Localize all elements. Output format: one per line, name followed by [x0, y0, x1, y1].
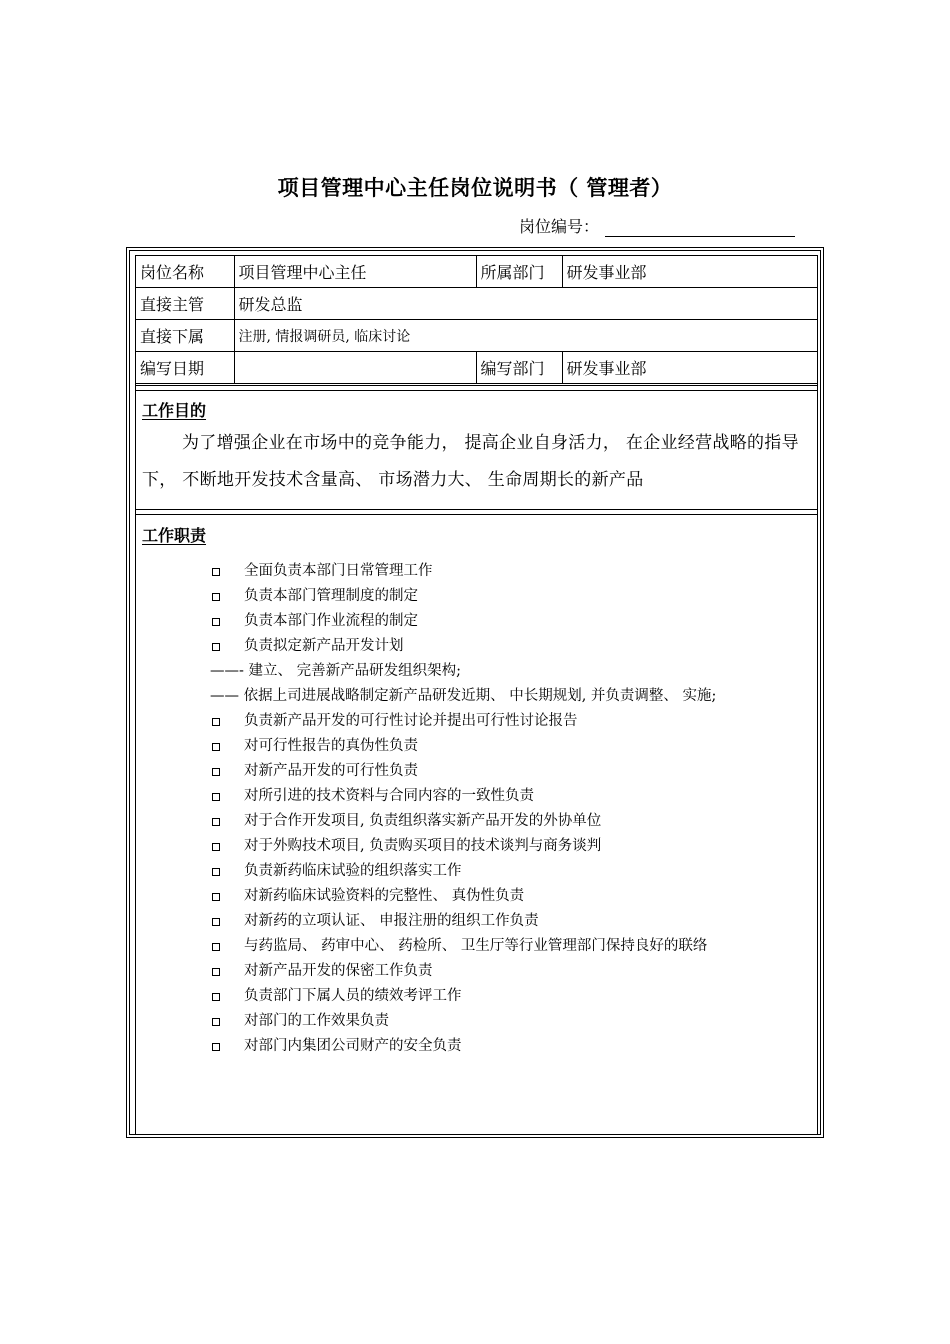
checkbox-square-icon — [212, 818, 220, 826]
label-write-department: 编写部门 — [476, 352, 562, 384]
duty-text: —— 依据上司进展战略制定新产品研发近期、 中长期规划, 并负责调整、 实施; — [210, 688, 717, 704]
duty-item — [210, 834, 716, 859]
duty-text: 负责拟定新产品开发计划 — [244, 638, 404, 654]
info-row-subordinates — [136, 320, 817, 352]
duty-item — [210, 584, 716, 609]
checkbox-square-icon — [212, 743, 220, 751]
info-row-supervisor — [136, 288, 817, 320]
duty-text: 对新产品开发的保密工作负责 — [244, 963, 433, 979]
info-table — [136, 256, 817, 384]
duty-item — [210, 884, 716, 909]
label-position-name: 岗位名称 — [136, 256, 234, 288]
duty-text: 对部门的工作效果负责 — [244, 1013, 389, 1029]
duty-item — [210, 1034, 716, 1059]
duty-item — [210, 684, 716, 709]
document-title: 项目管理中心主任岗位说明书（ 管理者） — [277, 176, 673, 200]
info-row-position — [136, 256, 817, 288]
purpose-text: 为了增强企业在市场中的竞争能力， 提高企业自身活力， 在企业经营战略的指导下， 不断地开发技术含量高、 市场潜力大、 生命周期长的新产品 — [142, 433, 799, 490]
duty-text: 对部门内集团公司财产的安全负责 — [244, 1038, 462, 1054]
checkbox-square-icon — [212, 893, 220, 901]
duties-heading: 工作职责 — [142, 526, 207, 545]
checkbox-square-icon — [212, 568, 220, 576]
form-inner — [135, 255, 818, 1134]
duty-text: 全面负责本部门日常管理工作 — [244, 563, 433, 579]
info-row-date — [136, 352, 817, 384]
checkbox-square-icon — [212, 843, 220, 851]
checkbox-square-icon — [212, 643, 220, 651]
duty-item — [210, 959, 716, 984]
checkbox-square-icon — [212, 993, 220, 1001]
purpose-heading: 工作目的 — [142, 401, 207, 420]
duty-item — [210, 859, 716, 884]
label-write-date: 编写日期 — [136, 352, 234, 384]
value-supervisor: 研发总监 — [234, 288, 817, 320]
checkbox-square-icon — [212, 618, 220, 626]
value-subordinates: 注册, 情报调研员, 临床讨论 — [234, 320, 817, 352]
section-divider — [136, 385, 817, 391]
position-code-label: 岗位编号： — [519, 217, 600, 236]
duty-text: 负责本部门作业流程的制定 — [244, 613, 418, 629]
duty-text: 对可行性报告的真伪性负责 — [244, 738, 418, 754]
value-department: 研发事业部 — [562, 256, 817, 288]
duty-item — [210, 734, 716, 759]
duty-item — [210, 1009, 716, 1034]
checkbox-square-icon — [212, 968, 220, 976]
checkbox-square-icon — [212, 768, 220, 776]
duty-text: 负责部门下属人员的绩效考评工作 — [244, 988, 462, 1004]
duty-text: 对新药临床试验资料的完整性、 真伪性负责 — [244, 888, 525, 904]
duty-item — [210, 709, 716, 734]
label-supervisor: 直接主管 — [136, 288, 234, 320]
position-code-row — [519, 214, 795, 237]
checkbox-square-icon — [212, 868, 220, 876]
duty-text: 负责本部门管理制度的制定 — [244, 588, 418, 604]
checkbox-square-icon — [212, 1018, 220, 1026]
value-write-department: 研发事业部 — [562, 352, 817, 384]
value-write-date[interactable] — [234, 352, 476, 384]
duty-item — [210, 784, 716, 809]
label-subordinates: 直接下属 — [136, 320, 234, 352]
duty-item — [210, 909, 716, 934]
duty-text: 与药监局、 药审中心、 药检所、 卫生厅等行业管理部门保持良好的联络 — [244, 938, 708, 954]
duties-list — [210, 559, 716, 1059]
checkbox-square-icon — [212, 593, 220, 601]
duty-text: 对于外购技术项目, 负责购买项目的技术谈判与商务谈判 — [244, 838, 602, 854]
checkbox-square-icon — [212, 793, 220, 801]
duty-item — [210, 984, 716, 1009]
duty-text: 负责新产品开发的可行性讨论并提出可行性讨论报告 — [244, 713, 578, 729]
duty-text: 对新药的立项认证、 申报注册的组织工作负责 — [244, 913, 539, 929]
checkbox-square-icon — [212, 943, 220, 951]
duty-item — [210, 609, 716, 634]
duty-text: 对新产品开发的可行性负责 — [244, 763, 418, 779]
section-divider — [136, 509, 817, 515]
checkbox-square-icon — [212, 1043, 220, 1051]
label-department: 所属部门 — [476, 256, 562, 288]
duty-text: 对于合作开发项目, 负责组织落实新产品开发的外协单位 — [244, 813, 602, 829]
checkbox-square-icon — [212, 718, 220, 726]
duty-text: 负责新药临床试验的组织落实工作 — [244, 863, 462, 879]
form-frame — [126, 247, 824, 1138]
duty-item — [210, 659, 716, 684]
value-position-name: 项目管理中心主任 — [234, 256, 476, 288]
duty-item — [210, 809, 716, 834]
checkbox-square-icon — [212, 918, 220, 926]
duty-text: ——- 建立、 完善新产品研发组织架构; — [210, 663, 462, 679]
duty-item — [210, 559, 716, 584]
position-code-blank[interactable] — [605, 216, 795, 237]
duty-text: 对所引进的技术资料与合同内容的一致性负责 — [244, 788, 534, 804]
duty-item — [210, 634, 716, 659]
duty-item — [210, 934, 716, 959]
duty-item — [210, 759, 716, 784]
